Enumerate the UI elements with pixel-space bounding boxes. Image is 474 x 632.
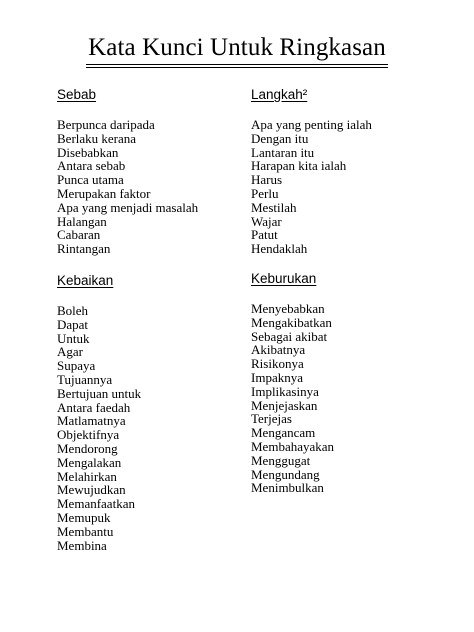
keyword-list-langkah xyxy=(251,118,372,256)
keyword-item: Objektifnya xyxy=(57,427,120,443)
keyword-item: Mengancam xyxy=(251,425,316,441)
keyword-item: Dapat xyxy=(57,316,89,332)
keyword-item: Merupakan faktor xyxy=(57,185,151,201)
keyword-item: Bertujuan untuk xyxy=(57,385,142,401)
section-heading-kebaikan: Kebaikan xyxy=(57,273,114,288)
keyword-item: Boleh xyxy=(57,303,89,318)
section-keburukan xyxy=(251,271,334,495)
page-title xyxy=(0,34,474,68)
keyword-item: Apa yang penting ialah xyxy=(251,117,372,132)
keyword-item: Mengakibatkan xyxy=(251,314,332,330)
keyword-item: Harus xyxy=(251,172,283,188)
keyword-item: Melahirkan xyxy=(57,468,117,484)
keyword-item: Mestilah xyxy=(251,199,297,215)
keyword-item: Menimbulkan xyxy=(251,480,324,496)
keyword-item: Supaya xyxy=(57,358,96,374)
keyword-item: Implikasinya xyxy=(251,383,319,399)
keyword-item: Antara sebab xyxy=(57,158,126,174)
keyword-item: Hendaklah xyxy=(251,241,308,257)
keyword-item: Berpunca daripada xyxy=(57,117,155,132)
keyword-item: Sebagai akibat xyxy=(251,328,328,344)
keyword-item: Perlu xyxy=(251,185,279,201)
section-kebaikan xyxy=(57,273,141,552)
keyword-item: Berlaku kerana xyxy=(57,130,137,146)
keyword-item: Agar xyxy=(57,344,83,360)
keyword-item: Patut xyxy=(251,227,278,243)
keyword-item: Risikonya xyxy=(251,356,304,372)
keyword-item: Halangan xyxy=(57,213,107,229)
section-heading-langkah: Langkah² xyxy=(251,87,308,102)
keyword-list-sebab xyxy=(57,118,198,256)
keyword-item: Membantu xyxy=(57,523,114,539)
keyword-item: Matlamatnya xyxy=(57,413,126,429)
keyword-item: Disebabkan xyxy=(57,144,119,160)
keyword-item: Akibatnya xyxy=(251,342,306,358)
keyword-item: Dengan itu xyxy=(251,130,309,146)
keyword-item: Menyebabkan xyxy=(251,301,325,316)
keyword-item: Rintangan xyxy=(57,241,111,257)
keyword-item: Harapan kita ialah xyxy=(251,158,347,174)
section-heading-keburukan: Keburukan xyxy=(251,271,317,286)
keyword-item: Mewujudkan xyxy=(57,482,126,498)
keyword-item: Menggugat xyxy=(251,452,311,468)
keyword-item: Terjejas xyxy=(251,411,292,427)
section-heading-sebab: Sebab xyxy=(57,87,97,102)
keyword-item: Untuk xyxy=(57,330,90,346)
keyword-item: Impaknya xyxy=(251,369,303,385)
keyword-item: Mengalakan xyxy=(57,454,122,470)
keyword-item: Memupuk xyxy=(57,509,111,525)
keyword-list-kebaikan xyxy=(57,304,141,552)
section-sebab xyxy=(57,87,198,256)
page-title-text: Kata Kunci Untuk Ringkasan xyxy=(86,34,388,68)
keyword-item: Membina xyxy=(57,537,107,553)
keyword-item: Antara faedah xyxy=(57,399,131,415)
keyword-item: Mengundang xyxy=(251,466,320,482)
keyword-item: Cabaran xyxy=(57,227,101,243)
keyword-item: Punca utama xyxy=(57,172,124,188)
keyword-item: Memanfaatkan xyxy=(57,496,135,512)
keyword-item: Menjejaskan xyxy=(251,397,318,413)
keyword-item: Mendorong xyxy=(57,440,118,456)
keyword-item: Membahayakan xyxy=(251,438,335,454)
keyword-item: Apa yang menjadi masalah xyxy=(57,199,199,215)
keyword-item: Tujuannya xyxy=(57,371,113,387)
keyword-list-keburukan xyxy=(251,302,334,495)
section-langkah xyxy=(251,87,372,256)
keyword-item: Lantaran itu xyxy=(251,144,315,160)
keyword-item: Wajar xyxy=(251,213,282,229)
